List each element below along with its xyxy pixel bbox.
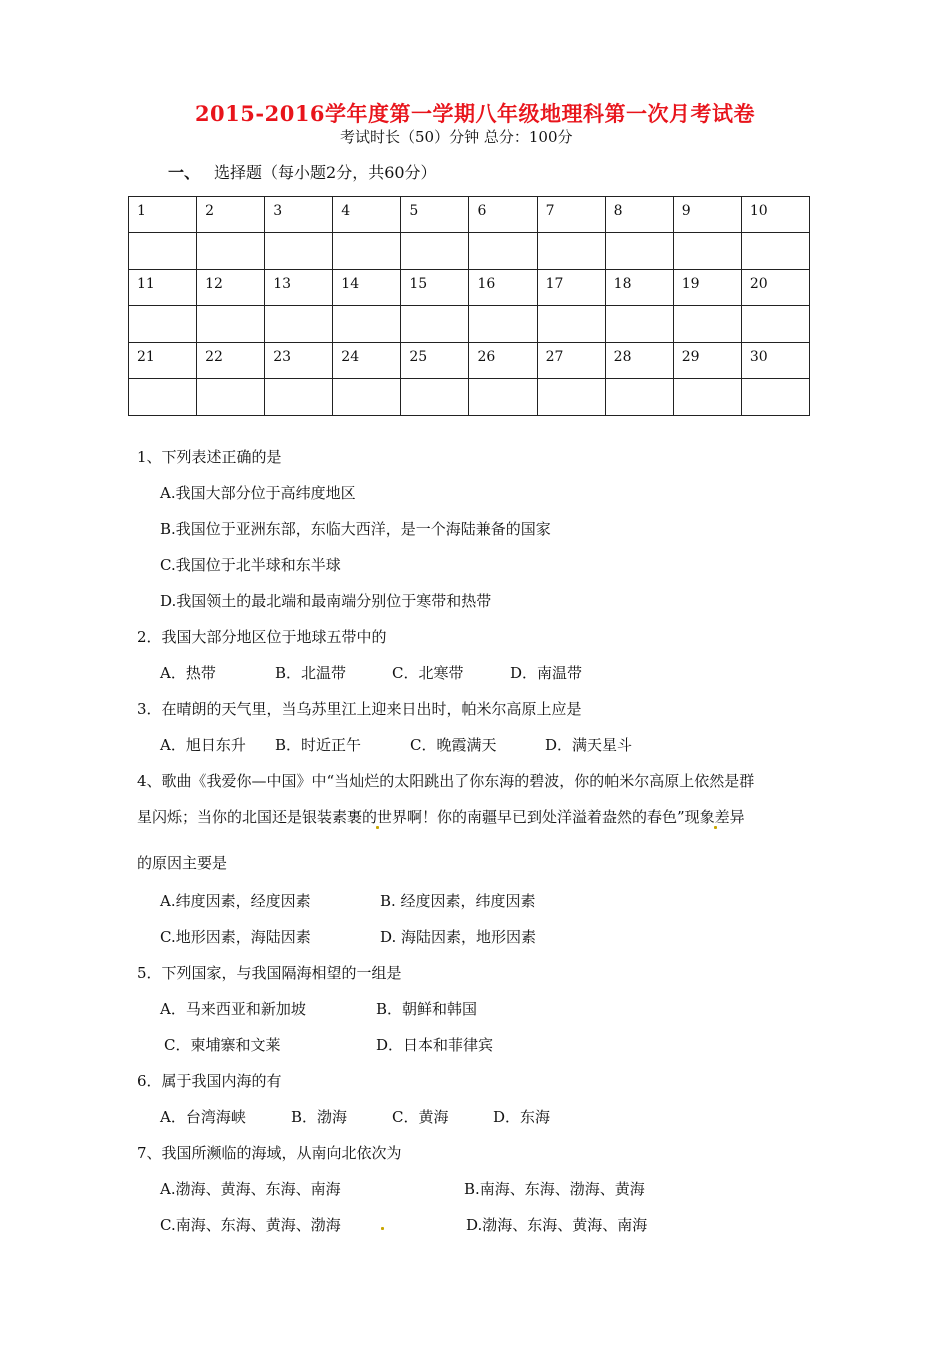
answer-cell[interactable] (401, 379, 469, 416)
table-cell: 30 (741, 343, 809, 379)
question-4-option-a: A.纬度因素，经度因素 (160, 892, 311, 910)
answer-cell[interactable] (129, 233, 197, 270)
answer-cell[interactable] (333, 379, 401, 416)
table-cell: 1 (129, 197, 197, 233)
table-cell: 4 (333, 197, 401, 233)
answer-cell[interactable] (605, 233, 673, 270)
question-7-option-a: A.渤海、黄海、东海、南海 (160, 1180, 341, 1198)
exam-subtitle: 考试时长（50）分钟 总分：100分 (340, 128, 573, 146)
answer-cell[interactable] (469, 379, 537, 416)
question-2-stem: 2．我国大部分地区位于地球五带中的 (137, 628, 387, 646)
question-5-stem: 5．下列国家，与我国隔海相望的一组是 (137, 964, 402, 982)
table-cell: 8 (605, 197, 673, 233)
table-cell: 5 (401, 197, 469, 233)
answer-row (129, 379, 810, 416)
table-cell: 25 (401, 343, 469, 379)
question-3-option-b: B．时近正午 (275, 736, 362, 754)
question-4-option-b: B. 经度因素，纬度因素 (380, 892, 536, 910)
table-cell: 18 (605, 270, 673, 306)
question-1-option-d: D.我国领土的最北端和最南端分别位于寒带和热带 (160, 592, 492, 610)
answer-cell[interactable] (741, 306, 809, 343)
question-6-option-a: A．台湾海峡 (160, 1108, 246, 1126)
question-2-option-b: B．北温带 (275, 664, 347, 682)
answer-cell[interactable] (265, 379, 333, 416)
answer-cell[interactable] (469, 306, 537, 343)
question-3-option-a: A．旭日东升 (160, 736, 246, 754)
table-cell: 16 (469, 270, 537, 306)
answer-cell[interactable] (401, 306, 469, 343)
question-5-option-d: D．日本和菲律宾 (376, 1036, 494, 1054)
question-1-option-b: B.我国位于亚洲东部，东临大西洋，是一个海陆兼备的国家 (160, 520, 551, 538)
answer-cell[interactable] (537, 379, 605, 416)
mark-dot (714, 826, 717, 829)
question-3-option-d: D．满天星斗 (545, 736, 633, 754)
table-cell: 22 (197, 343, 265, 379)
table-cell: 17 (537, 270, 605, 306)
question-1-option-c: C.我国位于北半球和东半球 (160, 556, 341, 574)
table-cell: 7 (537, 197, 605, 233)
table-cell: 12 (197, 270, 265, 306)
table-cell: 14 (333, 270, 401, 306)
answer-cell[interactable] (673, 379, 741, 416)
table-cell: 27 (537, 343, 605, 379)
section-number: 一、 (168, 163, 201, 182)
answer-cell[interactable] (197, 233, 265, 270)
question-4-line-3: 的原因主要是 (137, 854, 228, 872)
answer-cell[interactable] (401, 233, 469, 270)
answer-row (129, 306, 810, 343)
question-4-option-c: C.地形因素，海陆因素 (160, 928, 311, 946)
question-4-line-1: 4、歌曲《我爱你—中国》中“当灿烂的太阳跳出了你东海的碧波，你的帕米尔高原上依然是群 (137, 772, 755, 790)
table-cell: 10 (741, 197, 809, 233)
answer-cell[interactable] (741, 233, 809, 270)
answer-cell[interactable] (469, 233, 537, 270)
answer-cell[interactable] (673, 306, 741, 343)
table-cell: 21 (129, 343, 197, 379)
question-7-option-c: C.南海、东海、黄海、渤海 (160, 1216, 341, 1234)
question-1-stem: 1、下列表述正确的是 (137, 448, 282, 466)
answer-cell[interactable] (537, 306, 605, 343)
table-cell: 15 (401, 270, 469, 306)
answer-cell[interactable] (537, 233, 605, 270)
table-row (129, 270, 810, 306)
table-cell: 20 (741, 270, 809, 306)
question-6-option-d: D．东海 (493, 1108, 551, 1126)
answer-cell[interactable] (265, 306, 333, 343)
question-5-option-a: A．马来西亚和新加坡 (160, 1000, 306, 1018)
section-label: 选择题（每小题2分，共60分） (214, 163, 437, 182)
question-2-option-c: C．北寒带 (392, 664, 464, 682)
question-4-line-2: 星闪烁；当你的北国还是银装素裹的世界啊！你的南疆早已到处洋溢着盎然的春色”现象差异 (137, 808, 745, 826)
question-6-option-c: C．黄海 (392, 1108, 449, 1126)
answer-cell[interactable] (197, 379, 265, 416)
table-cell: 13 (265, 270, 333, 306)
answer-table (128, 196, 810, 416)
answer-cell[interactable] (673, 233, 741, 270)
answer-cell[interactable] (605, 379, 673, 416)
answer-cell[interactable] (129, 379, 197, 416)
exam-title: 2015-2016学年度第一学期八年级地理科第一次月考试卷 (194, 101, 756, 126)
answer-cell[interactable] (129, 306, 197, 343)
question-6-stem: 6．属于我国内海的有 (137, 1072, 282, 1090)
question-3-option-c: C．晚霞满天 (410, 736, 497, 754)
question-4-option-d: D. 海陆因素，地形因素 (380, 928, 537, 946)
question-5-option-b: B．朝鲜和韩国 (376, 1000, 478, 1018)
table-cell: 9 (673, 197, 741, 233)
table-row (129, 343, 810, 379)
question-7-option-b: B.南海、东海、渤海、黄海 (464, 1180, 645, 1198)
answer-cell[interactable] (333, 233, 401, 270)
question-6-option-b: B．渤海 (291, 1108, 348, 1126)
table-cell: 2 (197, 197, 265, 233)
table-cell: 6 (469, 197, 537, 233)
table-cell: 29 (673, 343, 741, 379)
answer-cell[interactable] (741, 379, 809, 416)
table-cell: 11 (129, 270, 197, 306)
table-cell: 26 (469, 343, 537, 379)
question-2-option-a: A．热带 (160, 664, 216, 682)
table-cell: 24 (333, 343, 401, 379)
answer-row (129, 233, 810, 270)
table-cell: 28 (605, 343, 673, 379)
answer-cell[interactable] (605, 306, 673, 343)
mark-dot (376, 826, 379, 829)
mark-dot (381, 1227, 384, 1230)
section-heading (168, 160, 437, 183)
question-2-option-d: D．南温带 (510, 664, 583, 682)
table-row (129, 197, 810, 233)
question-1-option-a: A.我国大部分位于高纬度地区 (160, 484, 356, 502)
question-5-option-c: C．柬埔寨和文莱 (164, 1036, 281, 1054)
answer-cell[interactable] (197, 306, 265, 343)
answer-cell[interactable] (333, 306, 401, 343)
table-cell: 23 (265, 343, 333, 379)
question-3-stem: 3．在晴朗的天气里，当乌苏里江上迎来日出时，帕米尔高原上应是 (137, 700, 582, 718)
question-7-option-d: D.渤海、东海、黄海、南海 (466, 1216, 648, 1234)
table-cell: 19 (673, 270, 741, 306)
answer-cell[interactable] (265, 233, 333, 270)
table-cell: 3 (265, 197, 333, 233)
question-7-stem: 7、我国所濒临的海域，从南向北依次为 (137, 1144, 402, 1162)
